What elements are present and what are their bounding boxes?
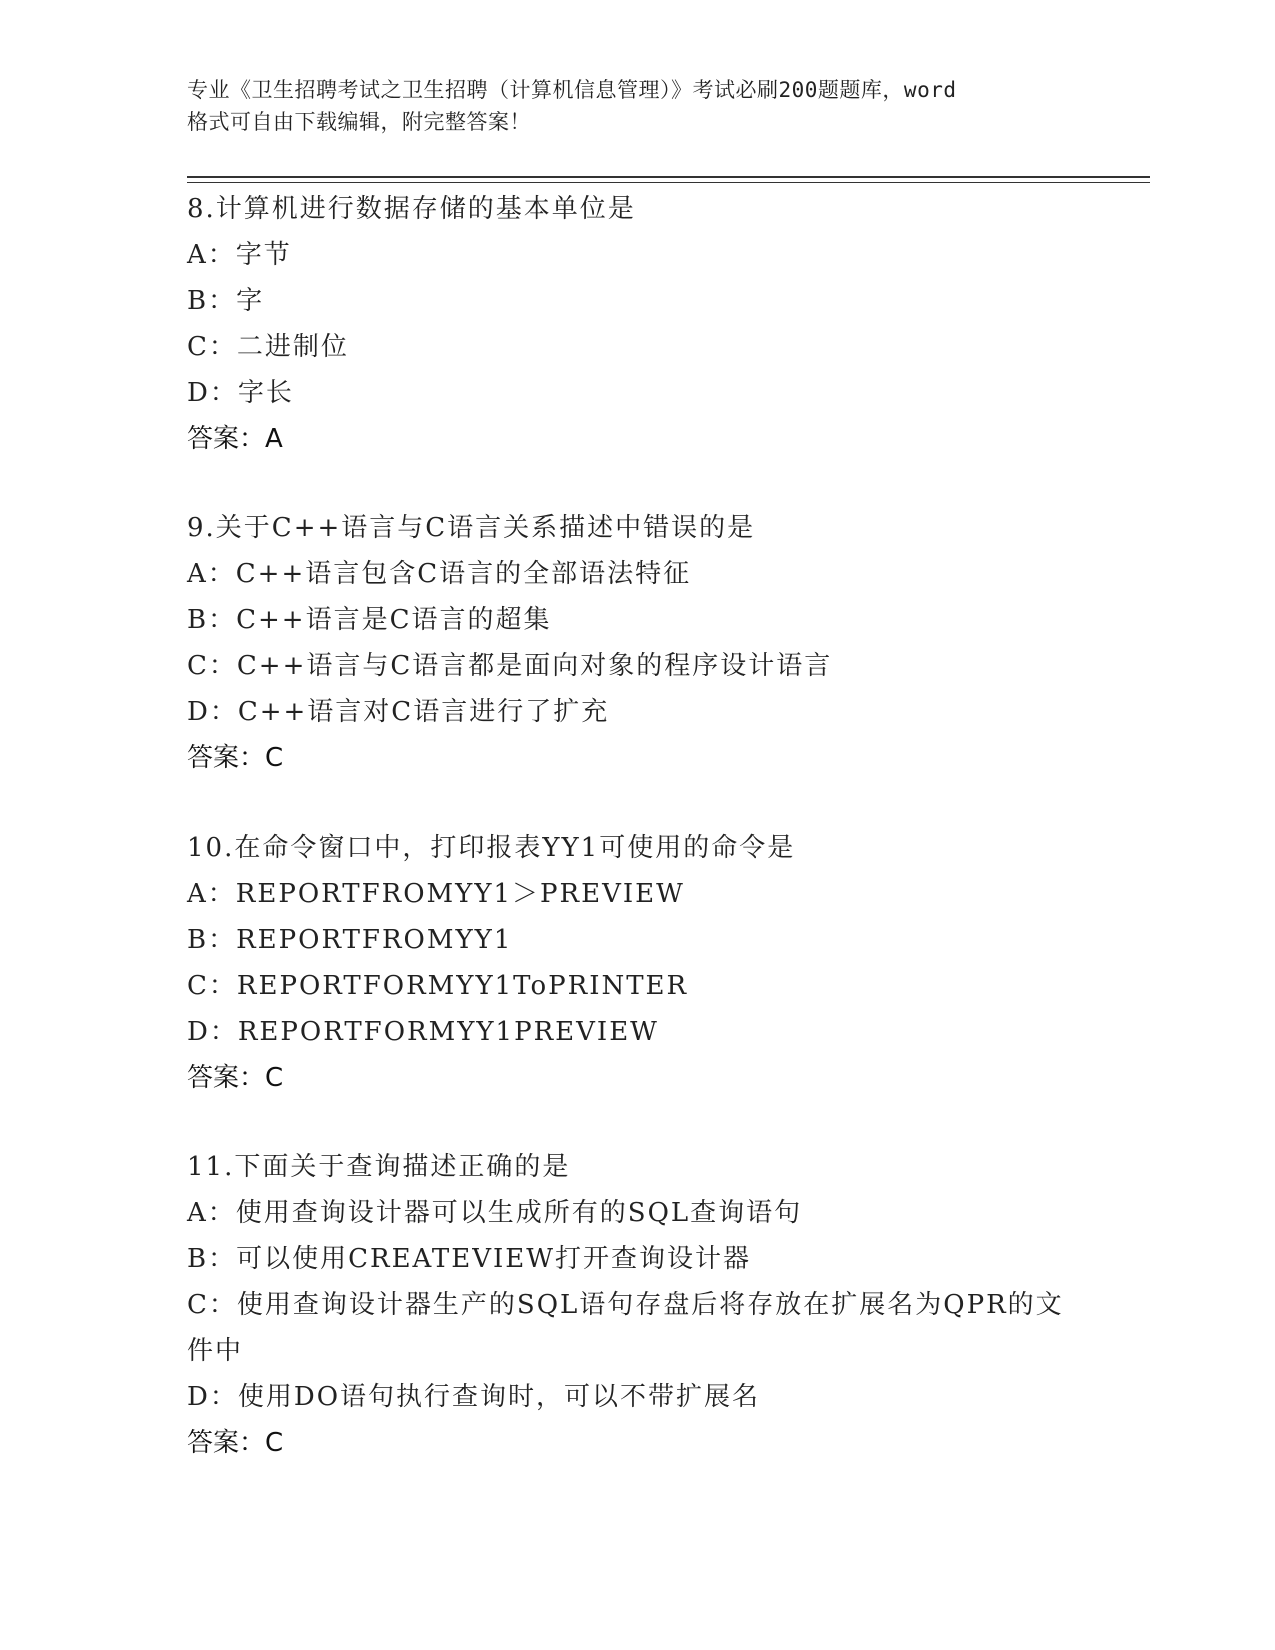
header-line-1: 专业《卫生招聘考试之卫生招聘（计算机信息管理）》考试必刷200题题库，word [187,78,957,102]
option-b: B：REPORTFROMYY1 [187,925,513,955]
option-c: C：使用查询设计器生产的SQL语句存盘后将存放在扩展名为QPR的文件中 [187,1290,1064,1366]
option-d: D：使用DO语句执行查询时，可以不带扩展名 [187,1382,761,1412]
question-10 [187,825,1087,1101]
option-a: A：使用查询设计器可以生成所有的SQL查询语句 [187,1198,803,1228]
document-header [187,74,1087,138]
question-stem: 8.计算机进行数据存储的基本单位是 [187,194,636,224]
option-a: A：C++语言包含C语言的全部语法特征 [187,559,692,589]
option-c: C：二进制位 [187,332,349,362]
option-b: B：字 [187,286,265,316]
answer-label: 答案：C [187,1063,284,1093]
question-8 [187,186,1087,462]
header-divider-thin [187,182,1150,183]
option-d: D：字长 [187,378,294,408]
option-d: D：REPORTFORMYY1PREVIEW [187,1017,659,1047]
header-line-2: 格式可自由下载编辑，附完整答案！ [187,110,531,134]
option-a: A：字节 [187,240,292,270]
option-a: A：REPORTFROMYY1＞PREVIEW [187,879,685,909]
option-c: C：C++语言与C语言都是面向对象的程序设计语言 [187,651,833,681]
option-b: B：C++语言是C语言的超集 [187,605,552,635]
answer-label: 答案：A [187,424,283,454]
question-11 [187,1144,1087,1466]
header-divider-thick [187,176,1150,178]
question-9 [187,505,1087,781]
question-stem: 9.关于C++语言与C语言关系描述中错误的是 [187,513,756,543]
option-d: D：C++语言对C语言进行了扩充 [187,697,610,727]
option-b: B：可以使用CREATEVIEW打开查询设计器 [187,1244,751,1274]
question-stem: 11.下面关于查询描述正确的是 [187,1152,571,1182]
option-c: C：REPORTFORMYY1ToPRINTER [187,971,689,1001]
question-stem: 10.在命令窗口中，打印报表YY1可使用的命令是 [187,833,796,863]
answer-label: 答案：C [187,1428,284,1458]
answer-label: 答案：C [187,743,284,773]
